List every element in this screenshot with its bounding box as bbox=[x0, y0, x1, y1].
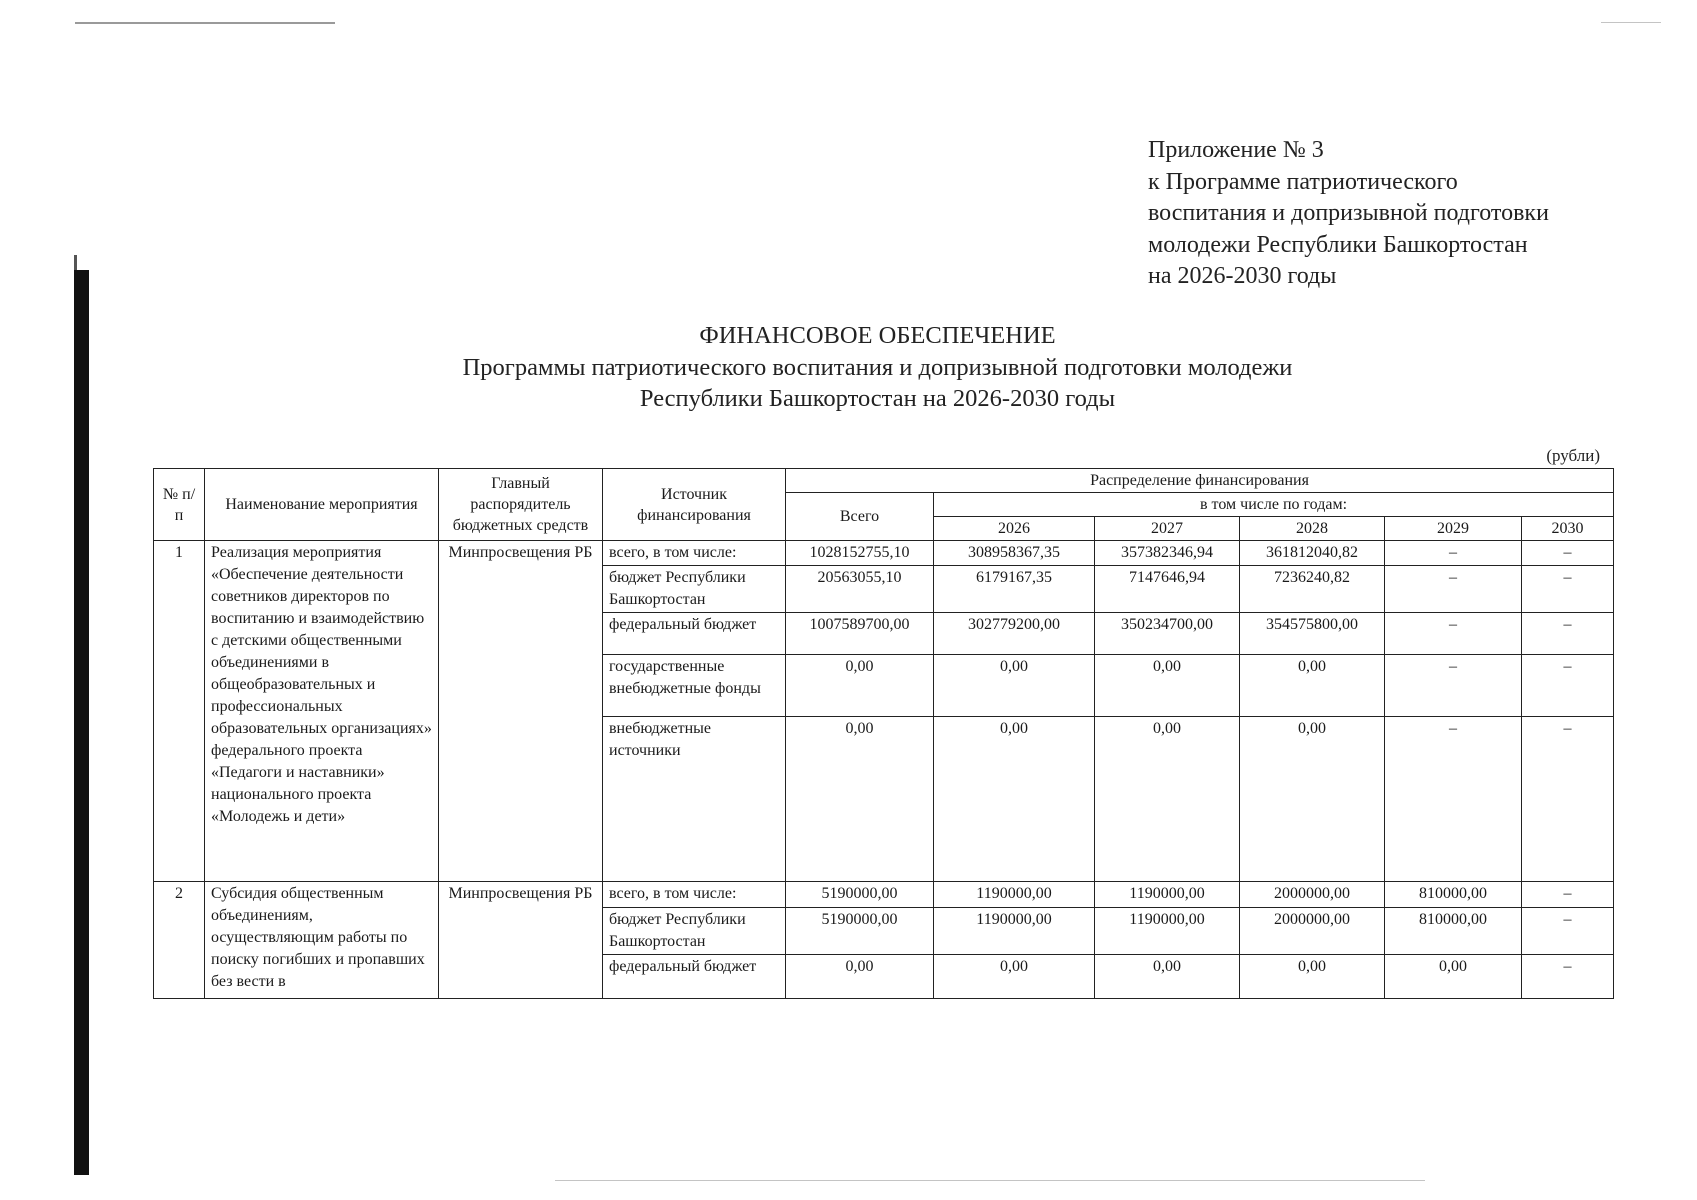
amount-year: 0,00 bbox=[934, 955, 1095, 999]
amount-year: 0,00 bbox=[1095, 655, 1240, 717]
appendix-line: воспитания и допризывной подготовки bbox=[1148, 200, 1549, 226]
amount-year: 810000,00 bbox=[1385, 882, 1522, 908]
header-distribution: Распределение финансирования bbox=[786, 469, 1614, 493]
amount-year: – bbox=[1385, 566, 1522, 613]
title-main: ФИНАНСОВОЕ ОБЕСПЕЧЕНИЕ bbox=[699, 322, 1056, 349]
funding-source: бюджет Республики Башкортостан bbox=[603, 566, 786, 613]
activity-name: Реализация мероприятия «Обеспечение деятельности советников директоров по воспитанию и взаимодействию с детскими общественными объединениями в общеобразовательных и профессиональных образовательных организациях» федерального проекта «Педагоги и наставники» национального проекта «Молодежь и дети» bbox=[205, 541, 439, 882]
amount-year: – bbox=[1385, 655, 1522, 717]
row-number: 2 bbox=[154, 882, 205, 999]
appendix-line: Приложение № 3 bbox=[1148, 137, 1324, 163]
funding-source: внебюджетные источники bbox=[603, 717, 786, 882]
amount-year: 7236240,82 bbox=[1240, 566, 1385, 613]
amount-year: – bbox=[1522, 955, 1614, 999]
amount-year: 0,00 bbox=[1385, 955, 1522, 999]
amount-year: 1190000,00 bbox=[934, 882, 1095, 908]
amount-year: – bbox=[1522, 717, 1614, 882]
title-line: Республики Башкортостан на 2026-2030 годы bbox=[639, 385, 1116, 412]
amount-year: 302779200,00 bbox=[934, 613, 1095, 655]
amount-year: – bbox=[1522, 541, 1614, 566]
funding-source: всего, в том числе: bbox=[603, 541, 786, 566]
header-year: 2028 bbox=[1240, 517, 1385, 541]
header-year: 2026 bbox=[934, 517, 1095, 541]
amount-year: 1190000,00 bbox=[1095, 908, 1240, 955]
amount-total: 1028152755,10 bbox=[786, 541, 934, 566]
activity-name: Субсидия общественным объединениям, осуществляющим работы по поиску погибших и пропавших без вести в bbox=[205, 882, 439, 999]
amount-year: – bbox=[1522, 566, 1614, 613]
scan-edge-bottom bbox=[555, 1180, 1425, 1181]
header-num: № п/п bbox=[154, 469, 205, 541]
amount-total: 0,00 bbox=[786, 955, 934, 999]
appendix-line: к Программе патриотического bbox=[1148, 168, 1458, 195]
financing-table-body bbox=[154, 541, 1614, 999]
amount-year: 0,00 bbox=[1095, 955, 1240, 999]
header-manager: Главный распорядитель бюджетных средств bbox=[439, 469, 603, 541]
funding-source: федеральный бюджет bbox=[603, 955, 786, 999]
amount-year: 350234700,00 bbox=[1095, 613, 1240, 655]
amount-year: 0,00 bbox=[1095, 717, 1240, 882]
amount-year: 0,00 bbox=[1240, 655, 1385, 717]
amount-year: 308958367,35 bbox=[934, 541, 1095, 566]
financing-table bbox=[153, 468, 1614, 999]
document-title bbox=[280, 320, 1475, 415]
amount-total: 20563055,10 bbox=[786, 566, 934, 613]
header-name: Наименование мероприятия bbox=[205, 469, 439, 541]
header-year: 2027 bbox=[1095, 517, 1240, 541]
amount-year: 1190000,00 bbox=[934, 908, 1095, 955]
header-year: 2029 bbox=[1385, 517, 1522, 541]
amount-total: 1007589700,00 bbox=[786, 613, 934, 655]
amount-year: 2000000,00 bbox=[1240, 882, 1385, 908]
amount-year: 7147646,94 bbox=[1095, 566, 1240, 613]
row-number: 1 bbox=[154, 541, 205, 882]
scan-binding-edge bbox=[74, 270, 89, 1175]
amount-year: – bbox=[1522, 882, 1614, 908]
amount-total: 0,00 bbox=[786, 717, 934, 882]
table-row bbox=[154, 541, 1614, 566]
amount-total: 0,00 bbox=[786, 655, 934, 717]
header-source: Источник финансирования bbox=[603, 469, 786, 541]
funding-source: бюджет Республики Башкортостан bbox=[603, 908, 786, 955]
amount-year: – bbox=[1522, 908, 1614, 955]
amount-year: – bbox=[1522, 613, 1614, 655]
amount-year: 357382346,94 bbox=[1095, 541, 1240, 566]
amount-year: 1190000,00 bbox=[1095, 882, 1240, 908]
amount-year: 361812040,82 bbox=[1240, 541, 1385, 566]
amount-year: – bbox=[1522, 655, 1614, 717]
amount-year: 2000000,00 bbox=[1240, 908, 1385, 955]
header-year: 2030 bbox=[1522, 517, 1614, 541]
header-total: Всего bbox=[786, 493, 934, 541]
appendix-line: на 2026-2030 годы bbox=[1148, 263, 1337, 289]
scan-edge-top-right bbox=[1601, 22, 1661, 23]
amount-year: 0,00 bbox=[1240, 717, 1385, 882]
currency-unit: (рубли) bbox=[1546, 446, 1600, 465]
budget-manager: Минпросвещения РБ bbox=[439, 541, 603, 882]
table-row bbox=[154, 882, 1614, 908]
funding-source: государственные внебюджетные фонды bbox=[603, 655, 786, 717]
amount-year: – bbox=[1385, 541, 1522, 566]
title-line: Программы патриотического воспитания и допризывной подготовки молодежи bbox=[462, 353, 1293, 381]
amount-year: – bbox=[1385, 717, 1522, 882]
funding-source: федеральный бюджет bbox=[603, 613, 786, 655]
amount-year: – bbox=[1385, 613, 1522, 655]
amount-total: 5190000,00 bbox=[786, 882, 934, 908]
budget-manager: Минпросвещения РБ bbox=[439, 882, 603, 999]
amount-year: 0,00 bbox=[934, 655, 1095, 717]
funding-source: всего, в том числе: bbox=[603, 882, 786, 908]
amount-year: 0,00 bbox=[934, 717, 1095, 882]
scan-edge-top bbox=[75, 22, 335, 24]
amount-total: 5190000,00 bbox=[786, 908, 934, 955]
amount-year: 354575800,00 bbox=[1240, 613, 1385, 655]
amount-year: 6179167,35 bbox=[934, 566, 1095, 613]
appendix-line: молодежи Республики Башкортостан bbox=[1148, 231, 1528, 258]
amount-year: 0,00 bbox=[1240, 955, 1385, 999]
header-by-years: в том числе по годам: bbox=[934, 493, 1614, 517]
appendix-note bbox=[1148, 135, 1549, 293]
amount-year: 810000,00 bbox=[1385, 908, 1522, 955]
